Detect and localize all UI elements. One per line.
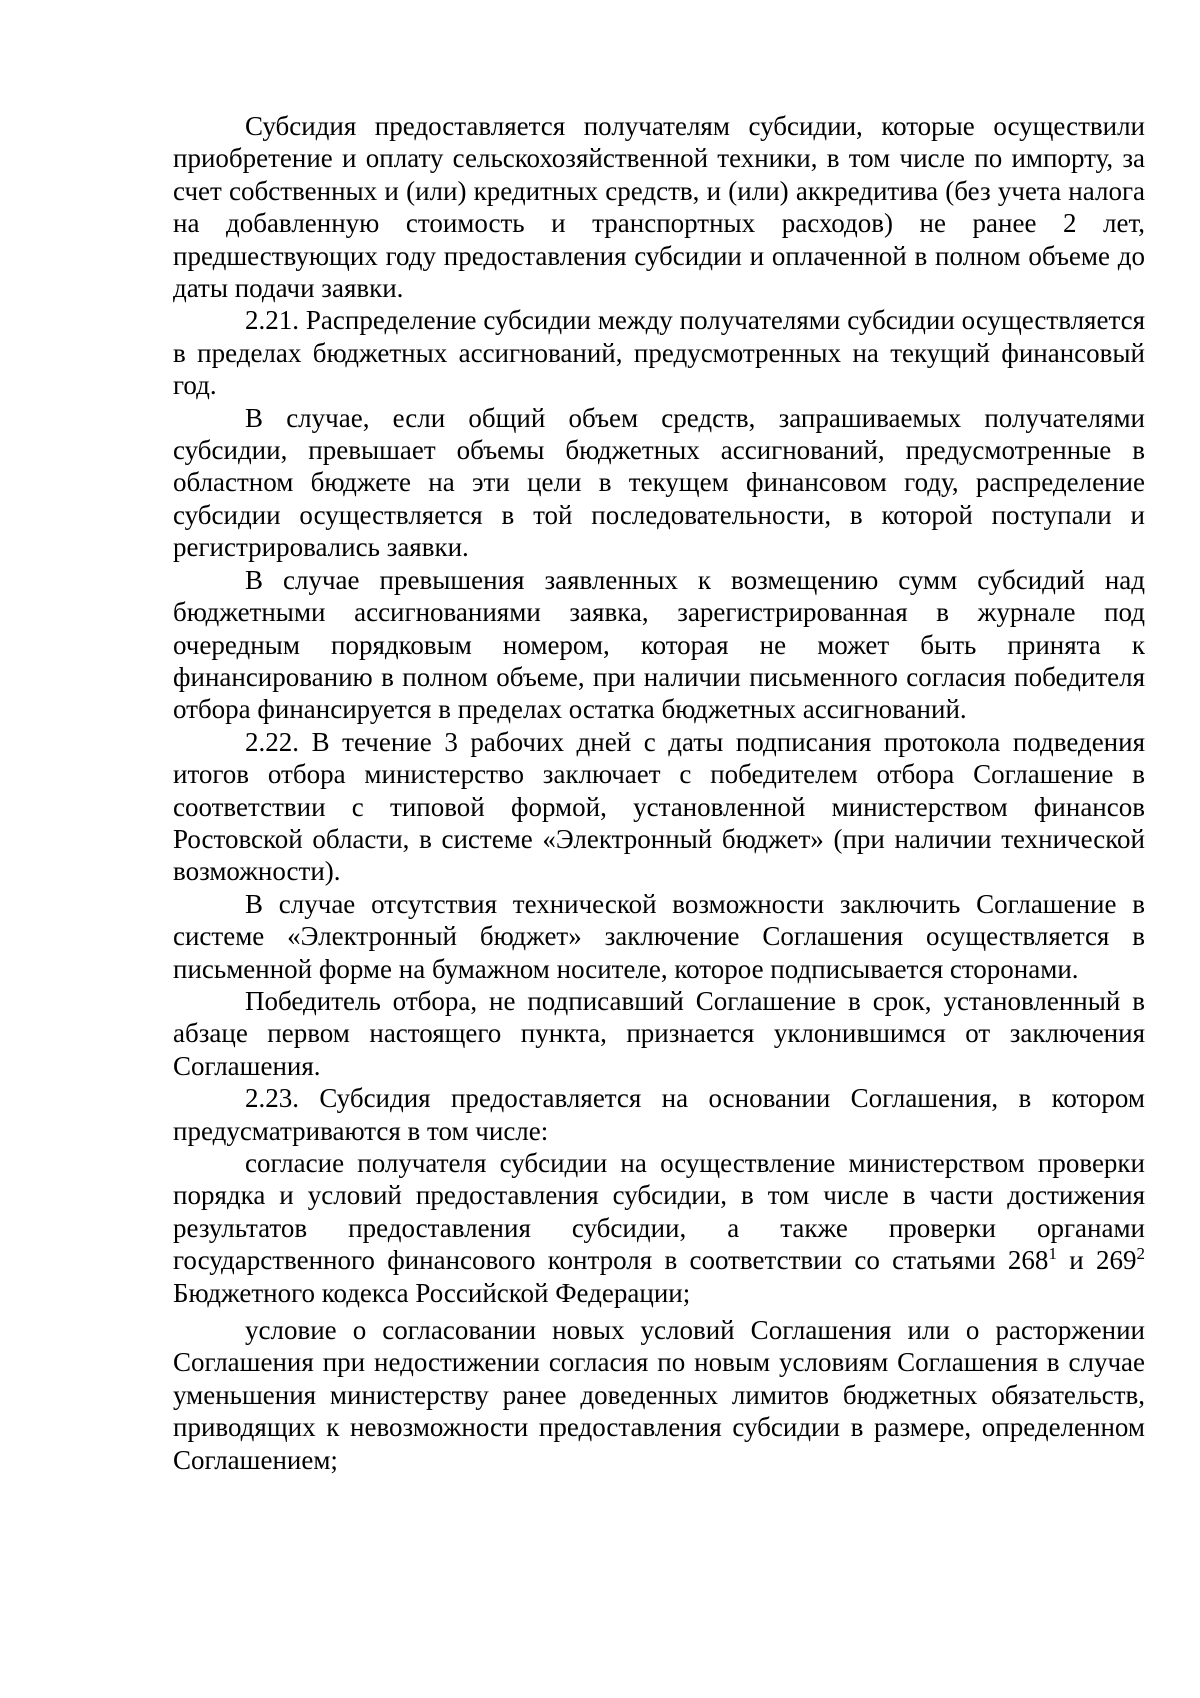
superscript-269: 2 — [1136, 1244, 1146, 1264]
paragraph-no-technical-possibility: В случае отсутствия технической возможности заключить Соглашение в системе «Электронный бюджет» заключение Соглашения осуществляется в письменной форме на бумажном носителе, которое подписывается сторонами. — [173, 888, 1145, 984]
paragraph-new-conditions: условие о согласовании новых условий Соглашения или о расторжении Соглашения при недостижении согласия по новым условиям Соглашения в случае уменьшения министерству ранее доведенных лимитов бюджетных обязательств, приводящих к невозможности предоставления субсидии в размере, определенном Соглашением; — [173, 1315, 1145, 1475]
control-consent-end: Бюджетного кодекса Российской Федерации; — [173, 1277, 691, 1308]
paragraph-winner-evasion: Победитель отбора, не подписавший Соглашение в срок, установленный в абзаце первом настоящего пункта, признается уклонившимся от заключения Соглашения. — [173, 985, 1145, 1081]
paragraph-2-23: 2.23. Субсидия предоставляется на основании Соглашения, в котором предусматриваются в том числе: — [173, 1083, 1145, 1146]
paragraph-2-22: 2.22. В течение 3 рабочих дней с даты подписания протокола подведения итогов отбора министерство заключает с победителем отбора Соглашение в соответствии с типовой формой, установленной министерством финансов Ростовской области, в системе «Электронный бюджет» (при наличии технической возможности). — [173, 726, 1145, 887]
document-page — [173, 110, 1145, 1476]
paragraph-control-consent — [173, 1147, 1145, 1309]
paragraph-claims-exceed: В случае превышения заявленных к возмещению сумм субсидий над бюджетными ассигнованиями заявка, зарегистрированная в журнале под очередным порядковым номером, которая не может быть принята к финансированию в полном объеме, при наличии письменного согласия победителя отбора финансируется в пределах остатка бюджетных ассигнований. — [173, 564, 1145, 725]
control-consent-and: и 269 — [1056, 1245, 1137, 1276]
superscript-268: 1 — [1048, 1244, 1057, 1264]
paragraph-2-21: 2.21. Распределение субсидии между получателями субсидии осуществляется в пределах бюджетных ассигнований, предусмотренных на текущий финансовый год. — [173, 305, 1145, 401]
control-consent-text: согласие получателя субсидии на осуществление министерством проверки порядка и условий предоставления субсидии, в том числе в части достижения результатов предоставления субсидии, а также проверки органами государственного финансового контроля в соответствии со статьями 268 — [173, 1148, 1145, 1276]
paragraph-subsidy-recipients: Субсидия предоставляется получателям субсидии, которые осуществили приобретение и оплату сельскохозяйственной техники, в том числе по импорту, за счет собственных и (или) кредитных средств, и (или) аккредитива (без учета налога на добавленную стоимость и транспортных расходов) не ранее 2 лет, предшествующих году предоставления субсидии и оплаченной в полном объеме до даты подачи заявки. — [173, 111, 1145, 304]
paragraph-funds-exceed: В случае, если общий объем средств, запрашиваемых получателями субсидии, превышает объемы бюджетных ассигнований, предусмотренные в областном бюджете на эти цели в текущем финансовом году, распределение субсидии осуществляется в той последовательности, в которой поступали и регистрировались заявки. — [173, 402, 1145, 563]
